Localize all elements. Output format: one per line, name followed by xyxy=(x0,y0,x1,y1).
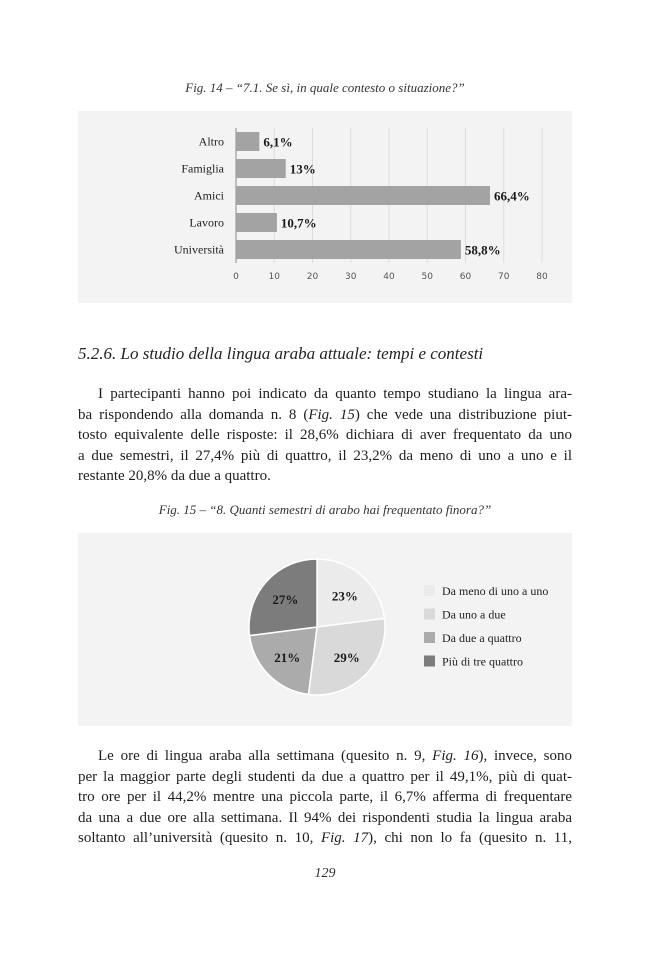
paragraph-2-line: per la maggior parte degli studenti da due a quattro per il 49,1%, più di quat- xyxy=(78,768,572,785)
x-tick-label: 30 xyxy=(345,272,357,282)
legend-swatch xyxy=(424,632,435,643)
legend-swatch xyxy=(424,656,435,667)
bar-chart-svg xyxy=(78,111,572,303)
data-label: 10,7% xyxy=(280,215,317,231)
slice-label: 27% xyxy=(272,592,299,608)
legend-swatch xyxy=(424,585,435,596)
data-label: 58,8% xyxy=(464,242,501,258)
paragraph-1-line: restante 20,8% da due a quattro. xyxy=(78,468,271,484)
bar xyxy=(236,240,461,259)
x-tick-label: 60 xyxy=(459,272,472,282)
slice-label: 29% xyxy=(333,649,360,665)
x-tick-label: 20 xyxy=(306,272,319,282)
legend-label: Da meno di uno a uno xyxy=(442,584,549,598)
legend-label: Più di tre quattro xyxy=(442,654,523,669)
data-label: 13% xyxy=(289,161,316,177)
paragraph-1-line: ba rispondendo alla domanda n. 8 (Fig. 15) che vede una distribuzione piut- xyxy=(78,406,572,423)
data-label: 6,1% xyxy=(263,134,293,150)
section-heading: 5.2.6. Lo studio della lingua araba attuale: tempi e contesti xyxy=(78,344,484,363)
pie-chart-svg xyxy=(78,533,572,726)
paragraph-1-line: a due semestri, il 27,4% più di quattro, il 23,2% da meno di uno a uno e il xyxy=(78,447,572,464)
slice-label: 21% xyxy=(274,649,301,665)
category-label: Università xyxy=(174,242,224,257)
x-tick-label: 80 xyxy=(536,272,548,282)
category-label: Lavoro xyxy=(189,215,224,230)
x-tick-label: 0 xyxy=(233,272,239,282)
paragraph-1-line: I partecipanti hanno poi indicato da quanto tempo studiano la lingua ara- xyxy=(98,386,572,402)
legend-label: Da uno a due xyxy=(442,607,506,622)
bar xyxy=(236,159,286,178)
data-label: 66,4% xyxy=(493,188,530,204)
x-tick-label: 50 xyxy=(421,272,433,282)
page-number: 129 xyxy=(314,866,336,881)
category-label: Altro xyxy=(198,134,224,149)
paragraph-2 xyxy=(78,746,572,849)
slice-label: 23% xyxy=(331,588,358,604)
figure-15-pie-chart xyxy=(78,533,572,726)
x-tick-label: 40 xyxy=(383,272,395,282)
paragraph-2-line: soltanto all’università (quesito n. 10, Fig. 17), chi non lo fa (quesito n. 11, xyxy=(78,830,572,846)
paragraph-2-line: Le ore di lingua araba alla settimana (quesito n. 9, Fig. 16), invece, sono xyxy=(98,748,572,764)
x-tick-label: 70 xyxy=(498,272,510,282)
figure-14-caption: Fig. 14 – “7.1. Se sì, in quale contesto o situazione?” xyxy=(185,80,465,95)
paragraph-2-line: tro ore per il 44,2% mentre una piccola parte, il 6,7% afferma di frequentare xyxy=(78,789,572,805)
paragraph-2-line: da una a due ore alla settimana. Il 94% dei rispondenti studia la lingua araba xyxy=(78,809,572,826)
bar xyxy=(236,132,259,151)
figure-15-caption: Fig. 15 – “8. Quanti semestri di arabo hai frequentato finora?” xyxy=(158,502,492,517)
figure-14-bar-chart xyxy=(78,111,572,303)
category-label: Famiglia xyxy=(181,161,224,176)
x-tick-label: 10 xyxy=(268,272,280,282)
paragraph-1-line: tosto equivalente delle risposte: il 28,6% dichiara di aver frequentato da uno xyxy=(78,427,572,443)
bar xyxy=(236,213,277,232)
paragraph-1 xyxy=(78,384,572,487)
bar xyxy=(236,186,490,205)
legend-label: Da due a quattro xyxy=(442,631,522,645)
legend-swatch xyxy=(424,609,435,620)
category-label: Amici xyxy=(194,188,224,203)
